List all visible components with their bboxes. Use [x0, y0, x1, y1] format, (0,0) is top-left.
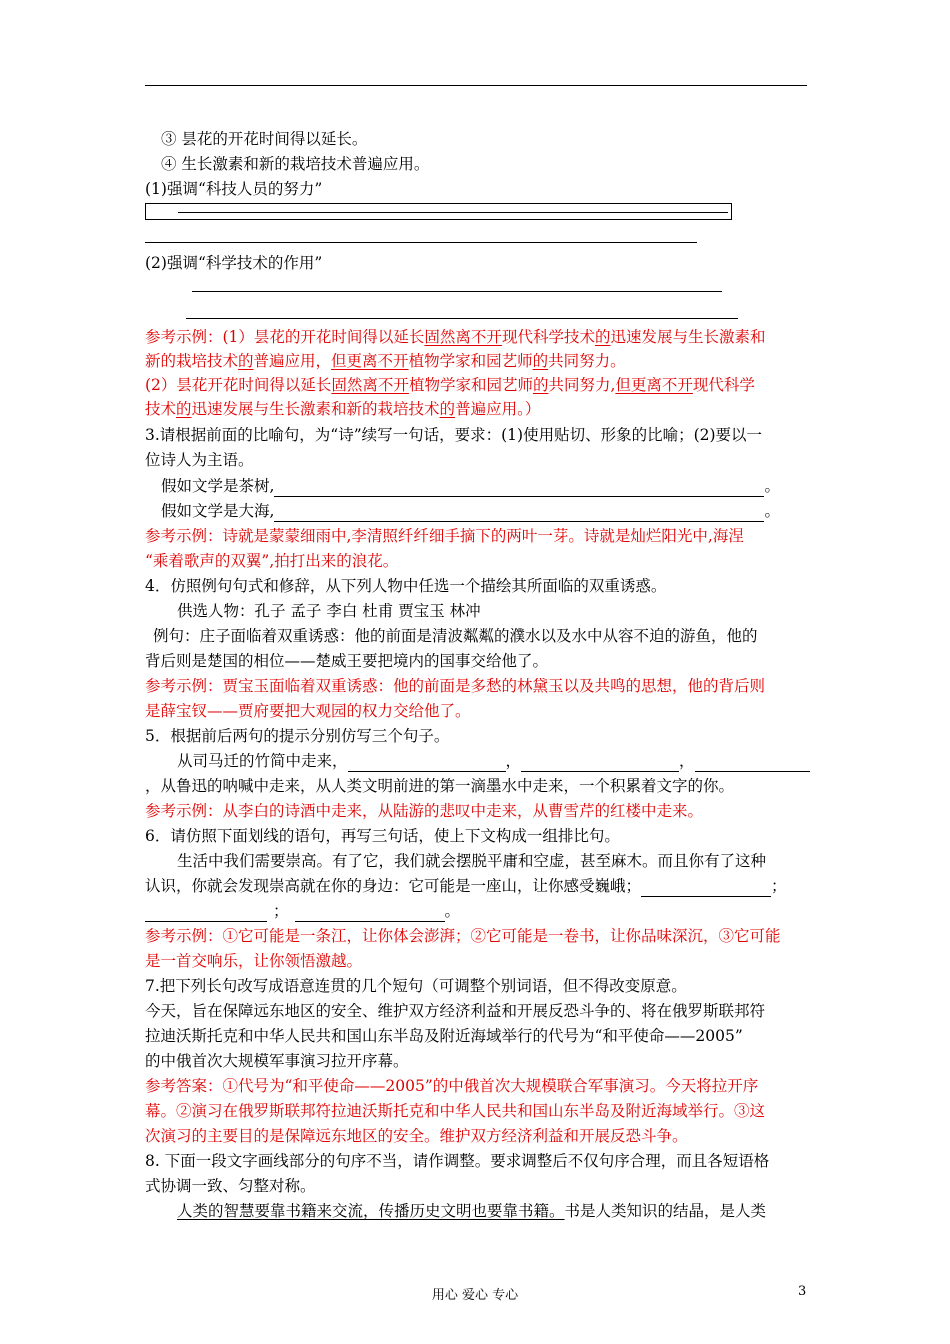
- text: 的: [439, 400, 456, 418]
- fill-blank[interactable]: [695, 755, 810, 772]
- emphasis-2-prompt: (2)强调“科学技术的作用”: [145, 254, 323, 272]
- answer-line[interactable]: [145, 242, 697, 243]
- fill-blank[interactable]: [274, 505, 764, 522]
- text: 共同努力。: [548, 352, 626, 370]
- text: 迅速发展与生长激素和: [610, 328, 766, 346]
- q8-passage: [177, 1200, 766, 1222]
- page-number: 3: [798, 1284, 807, 1299]
- reference-answer: 是薛宝钗——贾府要把大观园的权力交给他了。: [145, 702, 471, 720]
- q6-passage-cont: [145, 875, 787, 897]
- q7-sentence-cont: 拉迪沃斯托克和中华人民共和国山东半岛及附近海域举行的代号为“和平使命——2005”: [145, 1027, 743, 1045]
- q7-sentence-cont: 的中俄首次大规模军事演习拉开序幕。: [145, 1052, 409, 1070]
- item-3: ③ 昙花的开花时间得以延长。: [161, 130, 368, 148]
- fill-blank[interactable]: [295, 905, 445, 922]
- q3-line-1: [161, 475, 780, 497]
- q5-line-cont: ，从鲁迅的呐喊中走来，从人类文明前进的第一滴墨水中走来，一个积累着文字的你。: [145, 777, 735, 795]
- text: 技术: [145, 400, 177, 418]
- text: ；: [273, 902, 289, 920]
- reference-answer: 参考示例：从李白的诗酒中走来，从陆游的悲叹中走来，从曹雪芹的红楼中走来。: [145, 802, 704, 820]
- text: 的: [532, 352, 549, 370]
- text: 普遍应用。）: [455, 400, 541, 418]
- text: 人类的智慧要靠书籍来交流，传播历史文明也要靠书籍。: [177, 1202, 565, 1220]
- question-7: 7.把下列长句改写成语意连贯的几个短句（可调整个别词语，但不得改变原意。: [145, 977, 687, 995]
- reference-answer: 是一首交响乐，让你领悟激越。: [145, 952, 363, 970]
- q6-blanks: [145, 900, 460, 922]
- question-8: 8. 下面一段文字画线部分的句序不当，请作调整。要求调整后不仅句序合理，而且各短语格: [145, 1152, 770, 1170]
- text: (2）昙花开花时间得以延长: [145, 376, 332, 394]
- answer-line[interactable]: [186, 318, 738, 319]
- reference-answer: [145, 398, 540, 420]
- text: 的: [594, 328, 611, 346]
- fill-blank[interactable]: [274, 480, 764, 497]
- text: ，: [679, 752, 695, 770]
- text: 的: [532, 376, 549, 394]
- reference-answer: 次演习的主要目的是保障远东地区的安全。维护双方经济利益和开展反恐斗争。: [145, 1127, 688, 1145]
- text: ，: [505, 752, 522, 770]
- reference-answer: 参考示例：贾宝玉面临着双重诱惑：他的前面是多愁的林黛玉以及共鸣的思想，他的背后则: [145, 677, 766, 695]
- text: 迅速发展与生长激素和新的栽培技术: [191, 400, 440, 418]
- item-4: ④ 生长激素和新的栽培技术普遍应用。: [161, 155, 430, 173]
- text: 的: [238, 352, 254, 370]
- q6-passage: 生活中我们需要崇高。有了它，我们就会摆脱平庸和空虚，甚至麻木。而且你有了这种: [177, 852, 767, 870]
- question-6: 6．请仿照下面划线的语句，再写三句话，使上下文构成一组排比句。: [145, 827, 620, 845]
- footer-motto: 用心 爱心 专心: [431, 1288, 519, 1303]
- candidate-list: 供选人物：孔子 孟子 李白 杜甫 贾宝玉 林冲: [177, 602, 481, 620]
- q7-sentence: 今天，旨在保障远东地区的安全、维护双方经济利益和开展反恐斗争的、将在俄罗斯联邦符: [145, 1002, 766, 1020]
- text: 植物学家和园艺师: [408, 352, 533, 370]
- text: 但更离不开: [331, 352, 409, 370]
- reference-answer: 参考答案：①代号为“和平使命——2005”的中俄首次大规模联合军事演习。今天将拉开序: [145, 1077, 759, 1095]
- fill-blank[interactable]: [145, 905, 267, 922]
- text: 认识，你就会发现崇高就在你的身边：它可能是一座山，让你感受巍峨；: [145, 877, 642, 895]
- text: 书是人类知识的结晶，是人类: [564, 1202, 767, 1220]
- example-sentence-cont: 背后则是楚国的相位——楚威王要把境内的国事交给他了。: [145, 652, 549, 670]
- text: 固然离不开: [424, 328, 502, 346]
- text: 现代科学: [692, 376, 755, 394]
- text: 从司马迁的竹简中走来，: [177, 752, 348, 770]
- text: 参考示例：(1）昙花的开花时间得以延长: [145, 328, 425, 346]
- fill-blank[interactable]: [521, 755, 679, 772]
- reference-answer: 参考示例：①它可能是一条江，让你体会澎湃；②它可能是一卷书，让你品味深沉，③它可能: [145, 927, 781, 945]
- text: 。: [764, 502, 780, 520]
- reference-answer: [145, 374, 755, 396]
- text: 共同努力,: [548, 376, 616, 394]
- question-3-cont: 位诗人为主语。: [145, 451, 254, 469]
- text: 普遍应用，: [253, 352, 332, 370]
- text: ；: [771, 877, 787, 895]
- example-sentence: 例句：庄子面临着双重诱惑：他的前面是清波粼粼的濮水以及水中从容不迫的游鱼，他的: [153, 627, 758, 645]
- answer-line[interactable]: [192, 291, 722, 292]
- text: 新的栽培技术: [145, 352, 239, 370]
- text: 假如文学是茶树,: [161, 477, 275, 495]
- text: 。: [444, 902, 461, 920]
- text: 假如文学是大海,: [161, 502, 275, 520]
- emphasis-1-prompt: (1)强调“科技人员的努力”: [145, 180, 323, 198]
- reference-answer: [145, 326, 765, 348]
- text: 的: [176, 400, 192, 418]
- header-rule: [145, 85, 807, 86]
- reference-answer: 参考示例：诗就是蒙蒙细雨中,李清照纤纤细手摘下的两叶一芽。诗就是灿烂阳光中,海涅: [145, 527, 744, 545]
- question-4: 4．仿照例句句式和修辞，从下列人物中任选一个描绘其所面临的双重诱惑。: [145, 577, 667, 595]
- reference-answer: [145, 350, 626, 372]
- answer-line[interactable]: [178, 212, 728, 213]
- text: 但更离不开: [615, 376, 693, 394]
- reference-answer: “乘着歌声的双翼”,拍打出来的浪花。: [145, 552, 399, 570]
- text: 植物学家和园艺师: [408, 376, 533, 394]
- question-8-cont: 式协调一致、匀整对称。: [145, 1177, 316, 1195]
- q3-line-2: [161, 500, 780, 522]
- fill-blank[interactable]: [641, 880, 771, 897]
- question-3: 3.请根据前面的比喻句，为“诗”续写一句话，要求：(1)使用贴切、形象的比喻；(2)要以一: [145, 426, 763, 444]
- fill-blank[interactable]: [348, 755, 506, 772]
- reference-answer: 幕。②演习在俄罗斯联邦符拉迪沃斯托克和中华人民共和国山东半岛及附近海域举行。③这: [145, 1102, 766, 1120]
- question-5: 5．根据前后两句的提示分别仿写三个句子。: [145, 727, 450, 745]
- text: 。: [764, 477, 780, 495]
- text: 现代科学技术: [501, 328, 595, 346]
- text: 固然离不开: [331, 376, 409, 394]
- q5-line: [177, 750, 810, 772]
